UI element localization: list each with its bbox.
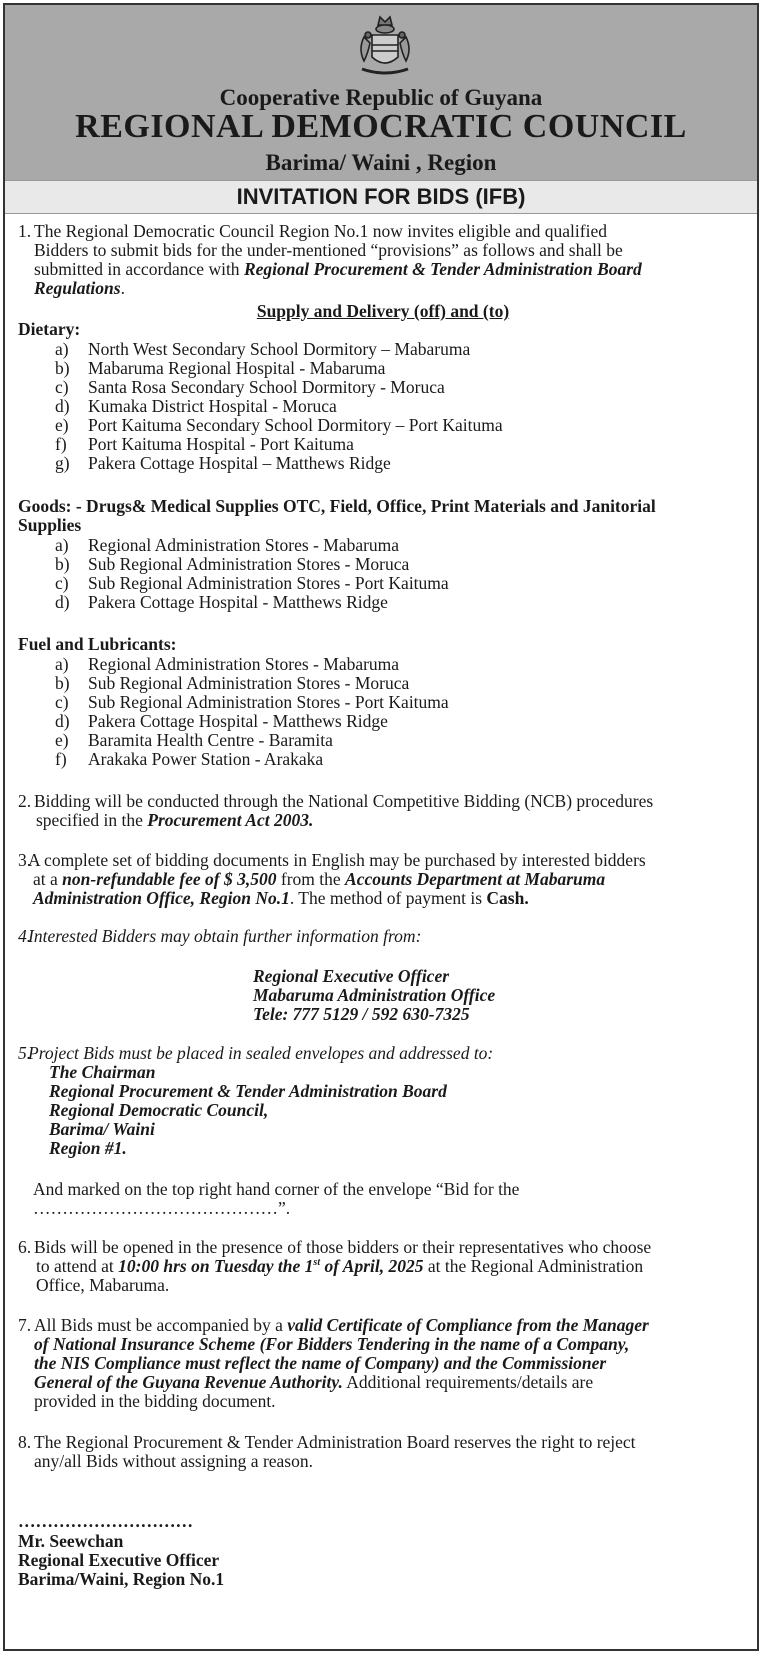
p2-line2 bbox=[36, 811, 313, 830]
addr-barima: Barima/ Waini bbox=[49, 1119, 155, 1139]
p1-line1: The Regional Democratic Council Region No.1 now invites eligible and qualified bbox=[34, 221, 607, 241]
dietary-item: North West Secondary School Dormitory – Mabaruma bbox=[88, 339, 471, 359]
p3-from: from the bbox=[276, 869, 346, 889]
contact-office: Mabaruma Administration Office bbox=[253, 985, 496, 1005]
addr-chairman: The Chairman bbox=[49, 1062, 156, 1082]
p1-period: . bbox=[120, 278, 125, 298]
p2-act-ref: Procurement Act 2003. bbox=[147, 810, 314, 830]
p3-accounts-dept: Accounts Department at Mabaruma bbox=[345, 869, 606, 889]
goods-item: Pakera Cottage Hospital - Matthews Ridge bbox=[88, 592, 388, 612]
p5-text: Project Bids must be placed in sealed envelopes and addressed to: bbox=[28, 1043, 494, 1063]
p8-line1: The Regional Procurement & Tender Administration Board reserves the right to reject bbox=[34, 1432, 636, 1452]
p7-line5: provided in the bidding document. bbox=[34, 1391, 276, 1411]
dietary-item-letter: c) bbox=[55, 377, 69, 397]
p2-number: 2. bbox=[18, 791, 32, 811]
p7-line1 bbox=[34, 1316, 649, 1335]
p7-gra: General of the Guyana Revenue Authority. bbox=[34, 1372, 343, 1392]
fuel-item: Regional Administration Stores - Mabaruma bbox=[88, 654, 400, 674]
goods-heading-cont: Supplies bbox=[18, 515, 82, 535]
dietary-item: Kumaka District Hospital - Moruca bbox=[88, 396, 337, 416]
goods-item-letter: d) bbox=[55, 592, 70, 612]
fuel-item-letter: b) bbox=[55, 673, 70, 693]
p7-additional: Additional requirements/details are bbox=[342, 1372, 594, 1392]
fuel-item: Pakera Cottage Hospital - Matthews Ridge bbox=[88, 711, 388, 731]
p6-attend: to attend at bbox=[36, 1256, 119, 1276]
p3-line3 bbox=[33, 889, 529, 908]
p1-number: 1. bbox=[18, 221, 32, 241]
p3-payment-method: Cash. bbox=[486, 888, 529, 908]
title-bar bbox=[5, 180, 757, 214]
addr-board: Regional Procurement & Tender Administration Board bbox=[49, 1081, 447, 1101]
dietary-item-letter: b) bbox=[55, 358, 70, 378]
dietary-item-letter: f) bbox=[55, 434, 67, 454]
p7-number: 7. bbox=[18, 1315, 32, 1335]
p1-line3-text: submitted in accordance with bbox=[34, 259, 244, 279]
fuel-item: Baramita Health Centre - Baramita bbox=[88, 730, 333, 750]
dietary-item: Port Kaituma Hospital - Port Kaituma bbox=[88, 434, 354, 454]
fuel-item: Arakaka Power Station - Arakaka bbox=[88, 749, 324, 769]
p1-regulations-ref: Regional Procurement & Tender Administration Board bbox=[243, 259, 642, 279]
goods-item-letter: c) bbox=[55, 573, 69, 593]
p7-line3: the NIS Compliance must reflect the name of Company) and the Commissioner bbox=[34, 1353, 607, 1373]
p3-fee: non-refundable fee of $ 3,500 bbox=[62, 869, 277, 889]
p3-payment-text: . The method of payment is bbox=[289, 888, 487, 908]
dietary-heading: Dietary: bbox=[18, 319, 81, 339]
goods-item-letter: b) bbox=[55, 554, 70, 574]
goods-item: Regional Administration Stores - Mabaruma bbox=[88, 535, 400, 555]
addr-region: Region #1. bbox=[49, 1138, 127, 1158]
p6-line3: Office, Mabaruma. bbox=[36, 1275, 170, 1295]
fuel-item-letter: d) bbox=[55, 711, 70, 731]
p3-line2 bbox=[33, 870, 605, 889]
dietary-item: Santa Rosa Secondary School Dormitory - Moruca bbox=[88, 377, 445, 397]
p6-date-month: of April, 2025 bbox=[320, 1256, 424, 1276]
dietary-item-letter: d) bbox=[55, 396, 70, 416]
fuel-item-letter: c) bbox=[55, 692, 69, 712]
fuel-item: Sub Regional Administration Stores - Port Kaituma bbox=[88, 692, 449, 712]
p1-line3 bbox=[34, 260, 642, 279]
fuel-item-letter: f) bbox=[55, 749, 67, 769]
region-name: Barima/ Waini , Region bbox=[265, 150, 497, 175]
p3-office: Administration Office, Region No.1 bbox=[33, 888, 290, 908]
p3-line1: A complete set of bidding documents in English may be purchased by interested bidders bbox=[28, 850, 646, 870]
p7-certificate: valid Certificate of Compliance from the Manager bbox=[287, 1315, 649, 1335]
p3-number: 3. bbox=[18, 850, 32, 870]
p4-number: 4. bbox=[18, 926, 32, 946]
p6-line2 bbox=[36, 1257, 643, 1276]
goods-item-letter: a) bbox=[55, 535, 69, 555]
p5-number: 5. bbox=[18, 1043, 32, 1063]
p8-number: 8. bbox=[18, 1432, 32, 1452]
p5-marked-line2: ……………………………………”. bbox=[33, 1198, 291, 1218]
p6-ordinal: st bbox=[313, 1257, 321, 1269]
fuel-heading: Fuel and Lubricants: bbox=[18, 634, 177, 654]
p6-datetime: 10:00 hrs on Tuesday the 1 bbox=[118, 1256, 314, 1276]
p1-line2: Bidders to submit bids for the under-mentioned “provisions” as follows and shall be bbox=[34, 240, 623, 260]
p7-line2: of National Insurance Scheme (For Bidders Tendering in the name of a Company, bbox=[34, 1334, 630, 1354]
p2-line2-text: specified in the bbox=[36, 810, 148, 830]
addr-council: Regional Democratic Council, bbox=[49, 1100, 269, 1120]
p6-location: at the Regional Administration bbox=[423, 1256, 644, 1276]
p5-marked-line1: And marked on the top right hand corner of the envelope “Bid for the bbox=[33, 1179, 520, 1199]
goods-item: Sub Regional Administration Stores - Moruca bbox=[88, 554, 410, 574]
p7-intro: All Bids must be accompanied by a bbox=[34, 1315, 288, 1335]
dietary-item-letter: g) bbox=[55, 453, 70, 473]
fuel-item-letter: e) bbox=[55, 730, 69, 750]
contact-title: Regional Executive Officer bbox=[253, 966, 450, 986]
goods-heading: Goods: - Drugs& Medical Supplies OTC, Field, Office, Print Materials and Janitorial bbox=[18, 496, 656, 516]
signatory-region: Barima/Waini, Region No.1 bbox=[18, 1569, 225, 1589]
country-name: Cooperative Republic of Guyana bbox=[219, 85, 543, 110]
p1-regulations-word: Regulations bbox=[34, 278, 121, 298]
fuel-item: Sub Regional Administration Stores - Moruca bbox=[88, 673, 410, 693]
p6-line1: Bids will be opened in the presence of those bidders or their representatives who choose bbox=[34, 1237, 652, 1257]
p8-line2: any/all Bids without assigning a reason. bbox=[34, 1451, 313, 1471]
dietary-item-letter: a) bbox=[55, 339, 69, 359]
p3-at-a: at a bbox=[33, 869, 63, 889]
dietary-item-letter: e) bbox=[55, 415, 69, 435]
council-name: REGIONAL DEMOCRATIC COUNCIL bbox=[75, 108, 687, 145]
p1-line4 bbox=[34, 279, 125, 298]
p4-text: Interested Bidders may obtain further information from: bbox=[28, 926, 422, 946]
supply-heading: Supply and Delivery (off) and (to) bbox=[256, 301, 510, 321]
p7-line4 bbox=[34, 1373, 593, 1392]
signatory-title: Regional Executive Officer bbox=[18, 1550, 220, 1570]
coat-of-arms-icon bbox=[350, 13, 420, 81]
p2-line1: Bidding will be conducted through the National Competitive Bidding (NCB) procedures bbox=[34, 791, 654, 811]
signature-line: ………………………… bbox=[18, 1511, 193, 1531]
p6-number: 6. bbox=[18, 1237, 32, 1257]
dietary-item: Mabaruma Regional Hospital - Mabaruma bbox=[88, 358, 386, 378]
fuel-item-letter: a) bbox=[55, 654, 69, 674]
header-banner bbox=[5, 5, 757, 180]
goods-item: Sub Regional Administration Stores - Port Kaituma bbox=[88, 573, 449, 593]
dietary-item: Pakera Cottage Hospital – Matthews Ridge bbox=[88, 453, 391, 473]
contact-phone: Tele: 777 5129 / 592 630-7325 bbox=[253, 1004, 470, 1024]
signatory-name: Mr. Seewchan bbox=[18, 1531, 124, 1551]
dietary-item: Port Kaituma Secondary School Dormitory – Port Kaituma bbox=[88, 415, 503, 435]
page-title: INVITATION FOR BIDS (IFB) bbox=[236, 184, 526, 209]
